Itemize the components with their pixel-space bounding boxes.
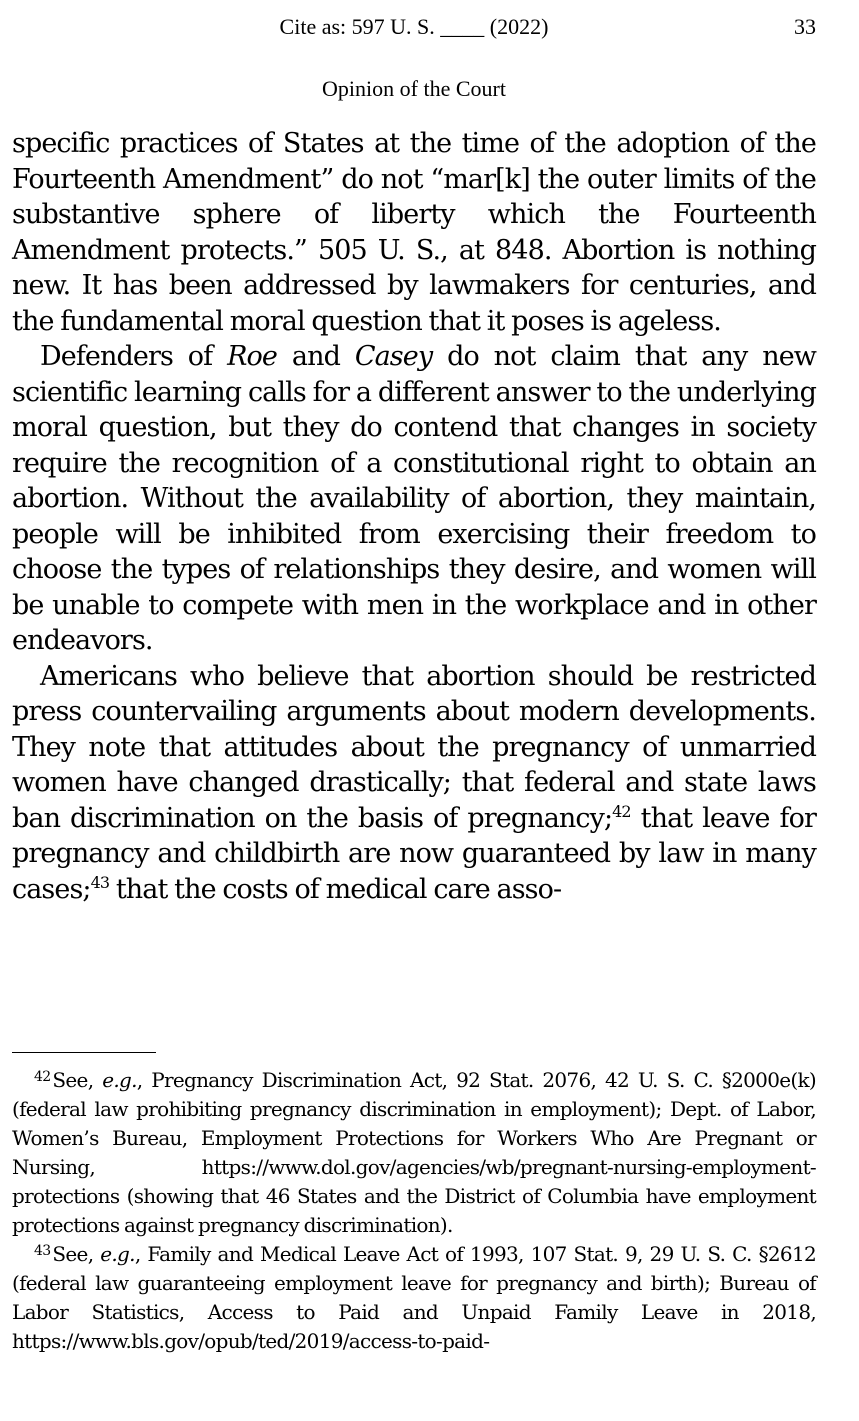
paragraph-3-text: that leave for pregnancy and childbirth are now guaranteed by law in many cases;: [12, 802, 816, 905]
citation-header: Cite as: 597 U. S. ____ (2022): [279, 14, 549, 39]
footnote-number-43: 43: [34, 1243, 51, 1259]
footnote-ref-42[interactable]: 42: [612, 801, 631, 821]
paragraph-3-text: that the costs of medical care asso-: [109, 873, 562, 905]
footnote-43: [12, 1240, 816, 1356]
footnote-ref-43[interactable]: 43: [90, 872, 110, 892]
footnote-divider: [12, 1052, 156, 1053]
running-header: [12, 14, 816, 44]
footnote-number-42: 42: [34, 1069, 51, 1085]
footnotes-section: [12, 1066, 816, 1356]
paragraph-2-text: Defenders of: [40, 341, 228, 372]
paragraph-2-text: and: [277, 341, 355, 372]
footnote-43-text: , Family and Medical Leave Act of 1993, 107 Stat. 9, 29 U. S. C. §2612 (federal law guaranteeing employment leave for pregnancy and birth); Bureau of Labor Statistics, Access to Paid and Unpaid Family Leave in 2018, https://www.bls.gov/opub/ted/2019/access-to-paid-: [12, 1242, 817, 1353]
paragraph-2-text: do not claim that any new scientific learning calls for a different answer to the underlying moral question, but they do contend that changes in society require the recognition of a constitutional right to obtain an abortion. Without the availability of abortion, they maintain, people will be inhibited from exercising their freedom to choose the types of relationships they desire, and women will be unable to compete with men in the workplace and in other endeavors.: [12, 341, 816, 656]
case-name-casey: Casey: [354, 341, 433, 372]
document-page: [12, 0, 816, 1421]
page-number: 33: [794, 14, 816, 39]
paragraph-2: [12, 339, 816, 659]
footnote-43-see: See,: [52, 1242, 101, 1266]
paragraph-3-text: Americans who believe that abortion should be restricted press countervailing arguments about modern developments. They note that attitudes about the pregnancy of unmarried women have changed drastically; that federal and state laws ban discrimination on the basis of pregnancy;: [12, 660, 816, 834]
footnote-43-eg: e.g.: [100, 1242, 135, 1266]
footnote-42-see: See,: [52, 1068, 103, 1092]
opinion-subheader: Opinion of the Court: [322, 76, 506, 101]
footnote-42-text: , Pregnancy Discrimination Act, 92 Stat. 2076, 42 U. S. C. §2000e(k) (federal law prohibiting pregnancy discrimination in employment); Dept. of Labor, Women’s Bureau, Employment Protections for Workers Who Are Pregnant or Nursing, https://www.dol.gov/agencies/wb/pregnant-nursing-employment-protections (showing that 46 States and the District of Columbia have employment protections against pregnancy discrimination).: [12, 1068, 816, 1237]
opinion-body: [12, 126, 816, 907]
footnote-42: [12, 1066, 816, 1240]
paragraph-1: specific practices of States at the time of the adoption of the Fourteenth Amendment” do not “mar[k] the outer limits of the substantive sphere of liberty which the Fourteenth Amendment protects.” 505 U. S., at 848. Abortion is nothing new. It has been addressed by lawmakers for centuries, and the fundamental moral question that it poses is ageless.: [12, 128, 816, 337]
case-name-roe: Roe: [227, 341, 277, 372]
footnote-42-eg: e.g.: [102, 1068, 137, 1092]
paragraph-3: [12, 659, 816, 908]
